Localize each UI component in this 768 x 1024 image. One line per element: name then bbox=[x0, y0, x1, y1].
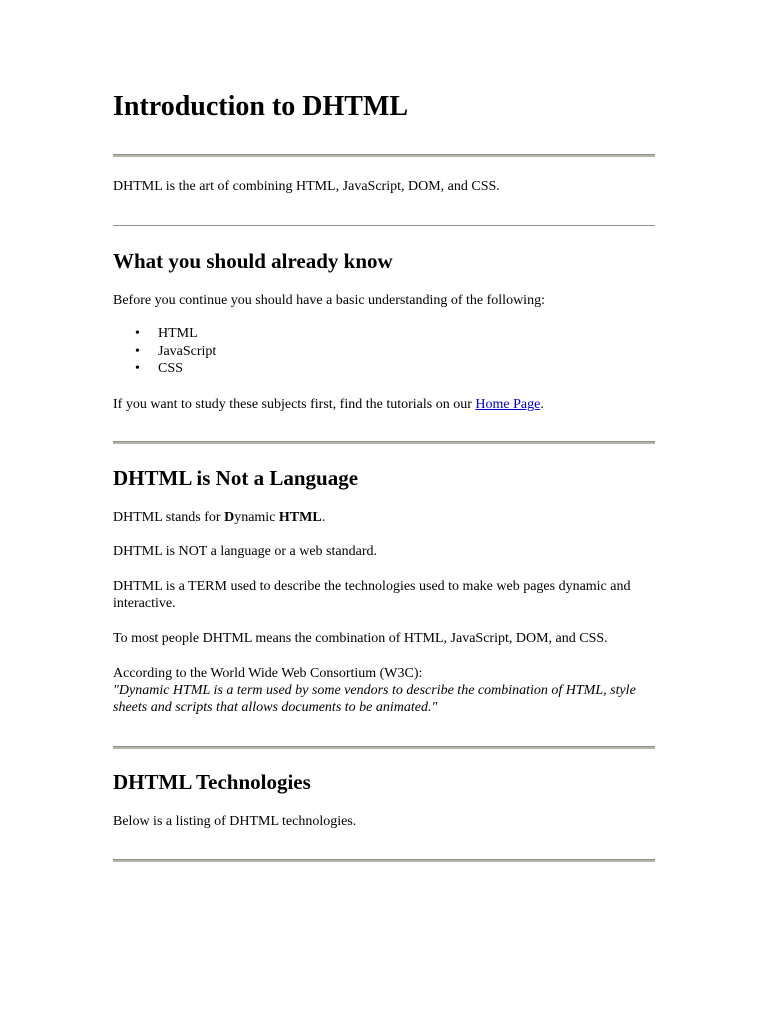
bold-d: D bbox=[224, 510, 235, 525]
list-item bbox=[113, 343, 216, 361]
prerequisites-lead: Before you continue you should have a basic understanding of the following: bbox=[113, 293, 545, 308]
list-item-label: JavaScript bbox=[158, 343, 217, 359]
heading-not-a-language: DHTML is Not a Language bbox=[113, 466, 359, 490]
stands-suffix: . bbox=[321, 510, 326, 525]
most-people-paragraph: To most people DHTML means the combination of HTML, JavaScript, DOM, and CSS. bbox=[113, 631, 608, 646]
divider bbox=[113, 225, 655, 226]
list-item-label: HTML bbox=[158, 326, 198, 341]
heading-dhtml-technologies: DHTML Technologies bbox=[113, 770, 311, 794]
bold-html: HTML bbox=[278, 510, 322, 525]
list-item bbox=[113, 360, 216, 378]
not-language-paragraph: DHTML is NOT a language or a web standard. bbox=[113, 544, 377, 559]
bullet-icon: • bbox=[135, 326, 140, 341]
stands-text: DHTML stands for bbox=[113, 510, 225, 525]
study-paragraph bbox=[113, 396, 655, 413]
divider bbox=[113, 859, 655, 862]
intro-paragraph: DHTML is the art of combining HTML, JavaScript, DOM, and CSS. bbox=[113, 179, 500, 194]
w3c-intro: According to the World Wide Web Consortium (W3C): bbox=[113, 666, 423, 681]
prerequisites-list bbox=[113, 325, 216, 378]
study-suffix: . bbox=[540, 397, 544, 412]
w3c-paragraph bbox=[113, 665, 655, 716]
term-paragraph: DHTML is a TERM used to describe the technologies used to make web pages dynamic and interactive. bbox=[113, 579, 631, 611]
w3c-quote: "Dynamic HTML is a term used by some vendors to describe the combination of HTML, style sheets and scripts that allows documents to be animated." bbox=[113, 683, 636, 715]
divider bbox=[113, 746, 655, 749]
list-item bbox=[113, 325, 216, 343]
study-text: If you want to study these subjects first, find the tutorials on our bbox=[113, 397, 476, 412]
list-item-label: CSS bbox=[158, 361, 183, 376]
technologies-lead: Below is a listing of DHTML technologies. bbox=[113, 814, 357, 829]
divider bbox=[113, 154, 655, 157]
divider bbox=[113, 441, 655, 444]
stands-ynamic: ynamic bbox=[234, 510, 279, 525]
heading-what-you-should-know: What you should already know bbox=[113, 249, 393, 273]
home-page-link[interactable]: Home Page bbox=[475, 397, 541, 412]
bullet-icon: • bbox=[135, 361, 140, 376]
stands-for-paragraph bbox=[113, 509, 655, 526]
bullet-icon: • bbox=[135, 343, 140, 359]
page-title: Introduction to DHTML bbox=[113, 91, 409, 122]
